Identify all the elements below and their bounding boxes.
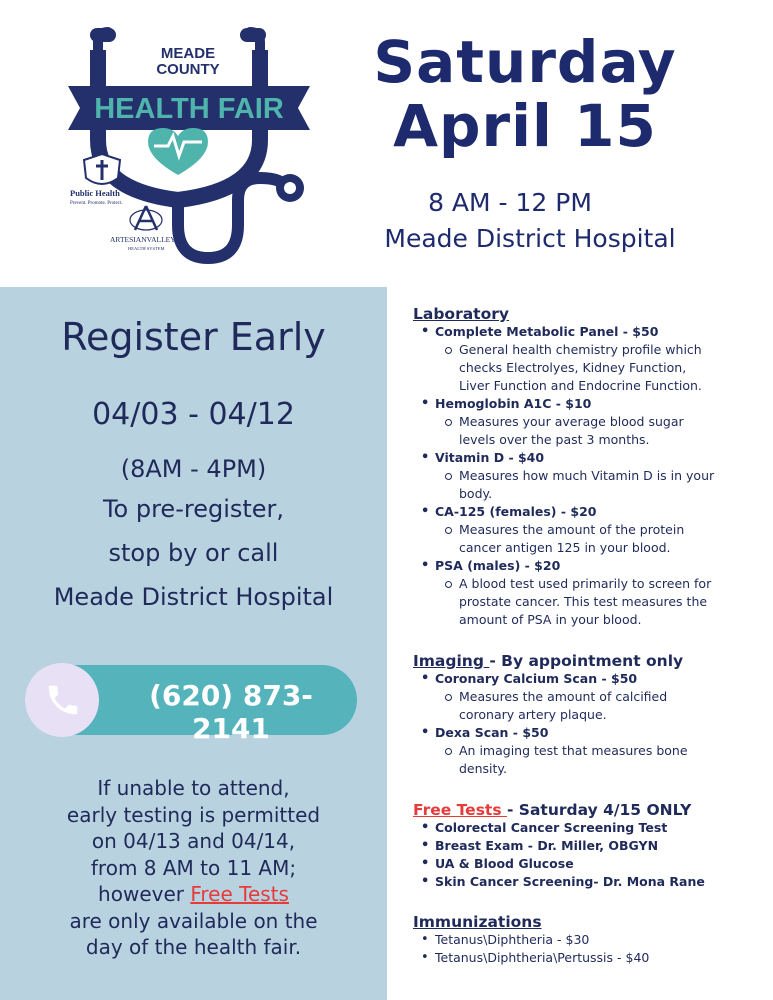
list-item <box>421 395 763 449</box>
imaging-heading-row <box>413 652 763 670</box>
desc-line: body. <box>459 486 493 501</box>
desc-line: General health chemistry profile which <box>459 342 702 357</box>
register-title: Register Early <box>61 315 326 359</box>
test-description <box>445 575 763 629</box>
partner2-tagline: HEALTH SYSTEM <box>128 246 165 251</box>
desc-line: cancer antigen 125 in your blood. <box>459 540 671 555</box>
test-description <box>445 341 763 395</box>
immunizations-heading: Immunizations <box>413 913 542 931</box>
imaging-heading-suffix: - By appointment only <box>489 652 684 670</box>
imaging-heading: Imaging <box>413 652 490 670</box>
list-item: • Tetanus\Diphtheria\Pertussis - $40 <box>421 949 763 967</box>
test-name: Hemoglobin A1C - $10 <box>435 396 592 411</box>
desc-line: An imaging test that measures bone <box>459 743 688 758</box>
test-name: Complete Metabolic Panel - $50 <box>435 324 659 339</box>
event-day: Saturday <box>373 28 677 96</box>
list-item: • Tetanus\Diphtheria - $30 <box>421 931 763 949</box>
test-description <box>445 413 763 449</box>
test-name: CA-125 (females) - $20 <box>435 504 597 519</box>
partner1-tagline: Prevent. Promote. Protect. <box>70 201 123 206</box>
list-item <box>421 449 763 503</box>
desc-line: prostate cancer. This test measures the <box>459 594 708 609</box>
list-item: • Colorectal Cancer Screening Test <box>421 819 763 837</box>
note-text: however <box>98 882 191 906</box>
partner1-name: Public Health <box>70 188 120 198</box>
desc-line: Measures how much Vitamin D is in your <box>459 468 715 483</box>
note-line: early testing is permitted <box>66 802 321 827</box>
list-item: • UA & Blood Glucose <box>421 855 763 873</box>
event-time: 8 AM - 12 PM <box>428 188 592 217</box>
immunizations-section <box>413 913 763 967</box>
list-item <box>421 724 763 778</box>
logo-line2: COUNTY <box>156 61 220 78</box>
pre-register-line-2: stop by or call <box>108 539 279 567</box>
imaging-section <box>413 652 763 778</box>
free-tests-list <box>421 819 763 891</box>
desc-line: amount of PSA in your blood. <box>459 612 642 627</box>
event-date: April 15 <box>393 92 657 160</box>
test-description <box>445 742 763 778</box>
list-item <box>421 323 763 395</box>
note-line <box>20 881 367 908</box>
desc-line: A blood test used primarily to screen for <box>459 576 712 591</box>
list-item: • Breast Exam - Dr. Miller, OBGYN <box>421 837 763 855</box>
desc-line: checks Electrolyes, Kidney Function, <box>459 360 687 375</box>
free-tests-section <box>413 801 763 891</box>
laboratory-heading-row <box>413 305 763 323</box>
test-name: Dexa Scan - $50 <box>435 725 549 740</box>
laboratory-section <box>413 305 763 629</box>
header <box>0 0 773 287</box>
test-name: Coronary Calcium Scan - $50 <box>435 671 638 686</box>
test-name: Vitamin D - $40 <box>435 450 545 465</box>
note-line: on 04/13 and 04/14, <box>91 829 296 853</box>
phone-number[interactable]: (620) 873-2141 <box>149 679 313 745</box>
free-tests-heading-row <box>413 801 763 819</box>
early-testing-note <box>20 775 367 961</box>
list-item: • Skin Cancer Screening- Dr. Mona Rane <box>421 873 763 891</box>
phone-call-button[interactable] <box>25 665 357 745</box>
event-location: Meade District Hospital <box>384 224 676 253</box>
logo-banner: HEALTH FAIR <box>94 93 284 125</box>
health-fair-logo <box>28 20 348 275</box>
list-item <box>421 670 763 724</box>
list-item <box>421 557 763 629</box>
immunizations-heading-row <box>413 913 763 931</box>
list-item <box>421 503 763 557</box>
desc-line: density. <box>459 761 508 776</box>
free-tests-link[interactable]: Free Tests <box>190 882 289 906</box>
logo-line1: MEADE <box>160 45 216 62</box>
phone-icon-circle <box>25 663 99 737</box>
test-description <box>445 521 763 557</box>
immunizations-list <box>421 931 763 967</box>
pre-register-line-3: Meade District Hospital <box>53 583 334 611</box>
pre-register-line-1: To pre-register, <box>102 495 285 523</box>
laboratory-heading: Laboratory <box>413 305 509 323</box>
registration-panel <box>0 287 387 1000</box>
test-description <box>445 467 763 503</box>
test-description <box>445 688 763 724</box>
note-line: If unable to attend, <box>97 776 290 800</box>
note-line: day of the health fair. <box>85 935 302 959</box>
test-name: PSA (males) - $20 <box>435 558 561 573</box>
register-hours: (8AM - 4PM) <box>120 455 267 483</box>
free-tests-heading: Free Tests <box>413 801 507 819</box>
free-tests-heading-suffix: - Saturday 4/15 ONLY <box>506 801 692 819</box>
desc-line: coronary artery plaque. <box>459 707 607 722</box>
desc-line: Liver Function and Endocrine Function. <box>459 378 702 393</box>
imaging-list <box>421 670 763 778</box>
services-panel <box>387 287 773 1000</box>
desc-line: Measures the amount of calcified <box>459 689 668 704</box>
register-dates: 04/03 - 04/12 <box>92 397 295 432</box>
desc-line: Measures your average blood sugar <box>459 414 684 429</box>
partner2-name: ARTESIANVALLEY <box>110 235 176 244</box>
note-line: from 8 AM to 11 AM; <box>90 855 297 880</box>
desc-line: Measures the amount of the protein <box>459 522 685 537</box>
phone-icon <box>44 681 82 719</box>
laboratory-list <box>421 323 763 629</box>
desc-line: levels over the past 3 months. <box>459 432 650 447</box>
note-line: are only available on the <box>69 908 318 933</box>
